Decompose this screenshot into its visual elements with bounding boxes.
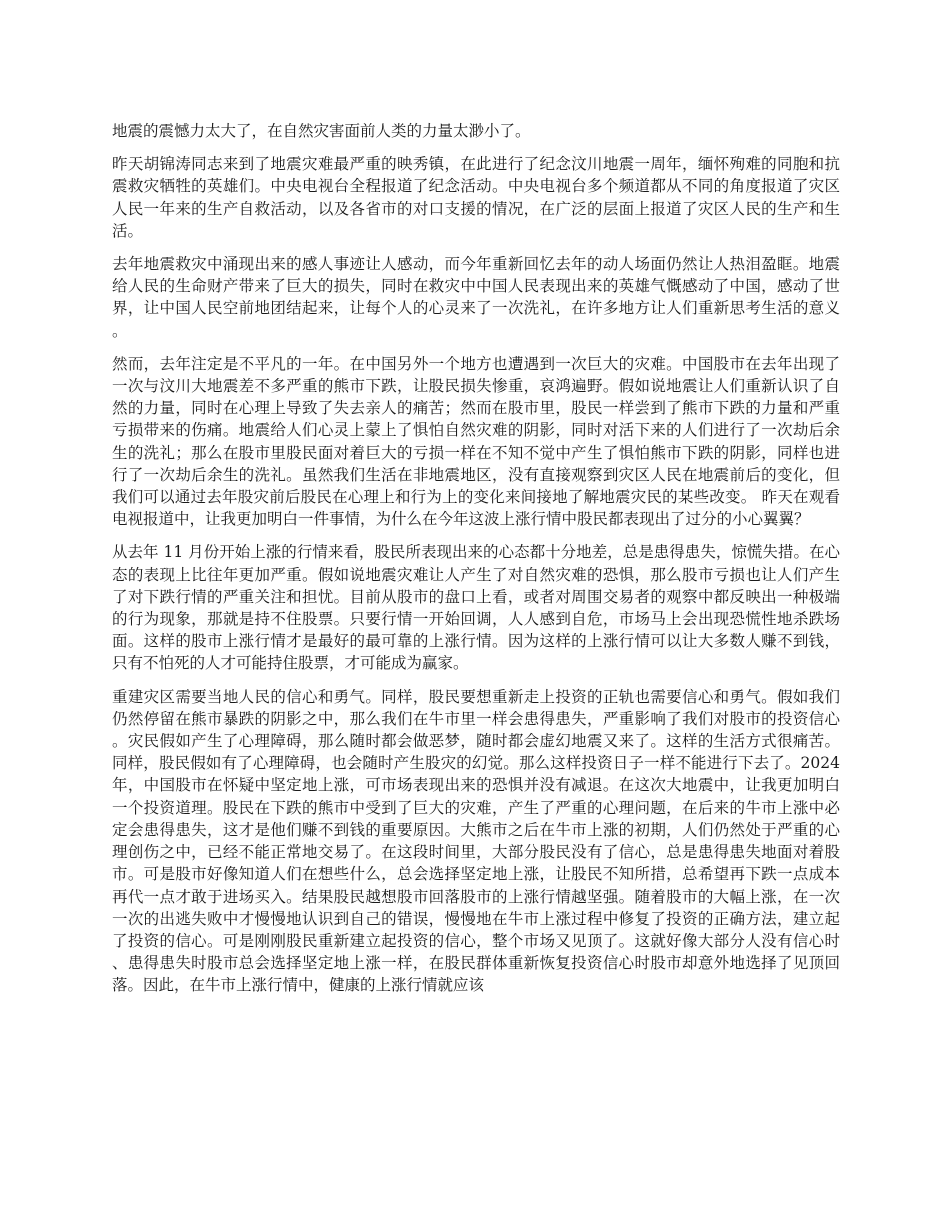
paragraph-4: 然而，去年注定是不平凡的一年。在中国另外一个地方也遭遇到一次巨大的灾难。中国股市在去年出现了一次与汶川大地震差不多严重的熊市下跌，让股民损失惨重，哀鸿遍野。假如说地震让人们重新认识了自然的力量，同时在心理上导致了失去亲人的痛苦；然而在股市里，股民一样尝到了熊市下跌的力量和严重亏损带来的伤痛。地震给人们心灵上蒙上了惧怕自然灾难的阴影，同时对活下来的人们进行了一次劫后余生的洗礼；那么在股市里股民面对着巨大的亏损一样在不知不觉中产生了惧怕熊市下跌的阴影，同样也进行了一次劫后余生的洗礼。虽然我们生活在非地震地区，没有直接观察到灾区人民在地震前后的变化，但我们可以通过去年股灾前后股民在心理上和行为上的变化来间接地了解地震灾民的某些改变。 昨天在观看电视报道中，让我更加明白一件事情，为什么在今年这波上涨行情中股民都表现出了过分的小心翼翼？: [112, 354, 840, 529]
paragraph-6: 重建灾区需要当地人民的信心和勇气。同样，股民要想重新走上投资的正轨也需要信心和勇气。假如我们仍然停留在熊市暴跌的阴影之中，那么我们在牛市里一样会患得患失，严重影响了我们对股市的投资信心。灾民假如产生了心理障碍，那么随时都会做恶梦，随时都会虚幻地震又来了。这样的生活方式很痛苦。同样，股民假如有了心理障碍，也会随时产生股灾的幻觉。那么这样投资日子一样不能进行下去了。2024 年，中国股市在怀疑中坚定地上涨，可市场表现出来的恐惧并没有减退。在这次大地震中，让我更加明白一个投资道理。股民在下跌的熊市中受到了巨大的灾难，产生了严重的心理问题，在后来的牛市上涨中必定会患得患失，这才是他们赚不到钱的重要原因。大熊市之后在牛市上涨的初期，人们仍然处于严重的心理创伤之中，已经不能正常地交易了。在这段时间里，大部分股民没有了信心，总是患得患失地面对着股市。可是股市好像知道人们在想些什么，总会选择坚定地上涨，让股民不知所措，总希望再下跌一点成本再代一点才敢于进场买入。结果股民越想股市回落股市的上涨行情越坚强。随着股市的大幅上涨，在一次一次的出逃失败中才慢慢地认识到自己的错误，慢慢地在牛市上涨过程中修复了投资的正确方法，建立起了投资的信心。可是刚刚股民重新建立起投资的信心，整个市场又见顶了。这就好像大部分人没有信心时、患得患失时股市总会选择坚定地上涨一样，在股民群体重新恢复投资信心时股市却意外地选择了见顶回落。因此，在牛市上涨行情中，健康的上涨行情就应该: [112, 687, 840, 995]
paragraph-1: 地震的震憾力太大了，在自然灾害面前人类的力量太渺小了。: [112, 122, 531, 140]
paragraph-3: 去年地震救灾中涌现出来的感人事迹让人感动，而今年重新回忆去年的动人场面仍然让人热泪盈眶。地震给人民的生命财产带来了巨大的损失，同时在救灾中中国人民表现出来的英雄气慨感动了中国，感动了世界，让中国人民空前地团结起来，让每个人的心灵来了一次洗礼，在许多地方让人们重新思考生活的意义。: [112, 255, 840, 340]
document-body: [112, 120, 840, 1008]
paragraph-2: 昨天胡锦涛同志来到了地震灾难最严重的映秀镇，在此进行了纪念汶川地震一周年，缅怀殉难的同胞和抗震救灾牺牲的英雄们。中央电视台全程报道了纪念活动。中央电视台多个频道都从不同的角度报道了灾区人民一年来的生产自救活动，以及各省市的对口支援的情况，在广泛的层面上报道了灾区人民的生产和生活。: [112, 155, 840, 240]
paragraph-5: 从去年 11 月份开始上涨的行情来看，股民所表现出来的心态都十分地差，总是患得患失，惊慌失措。在心态的表现上比往年更加严重。假如说地震灾难让人产生了对自然灾难的恐惧，那么股市亏损也让人们产生了对下跌行情的严重关注和担忧。目前从股市的盘口上看，或者对周围交易者的观察中都反映出一种极端的行为现象，那就是持不住股票。只要行情一开始回调，人人感到自危，市场马上会出现恐慌性地杀跌场面。这样的股市上涨行情才是最好的最可靠的上涨行情。因为这样的上涨行情可以让大多数人赚不到钱，只有不怕死的人才可能持住股票，才可能成为赢家。: [112, 543, 840, 673]
